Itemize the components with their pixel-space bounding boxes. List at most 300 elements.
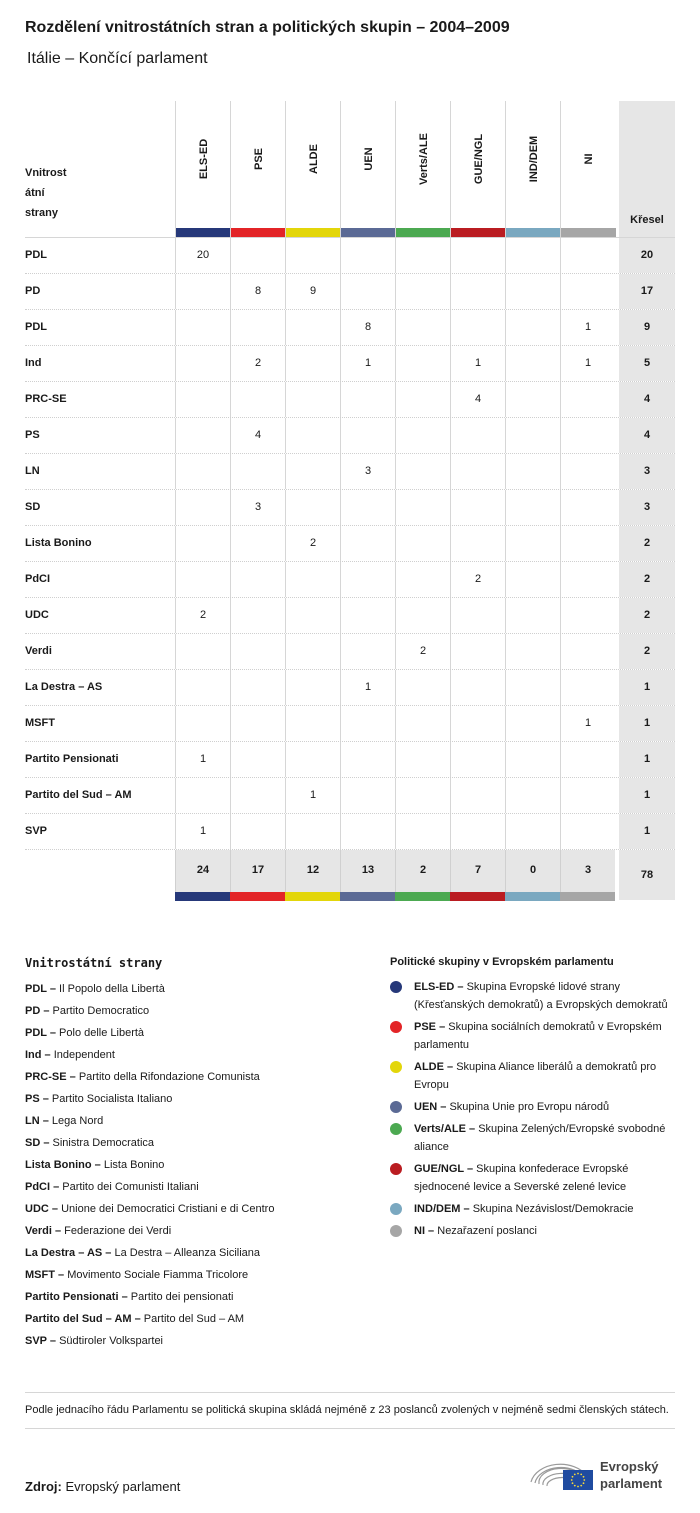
- party-abbreviation: Partito Pensionati –: [25, 1291, 128, 1303]
- seat-count-cell: 1: [175, 742, 230, 777]
- seat-count-cell: [395, 706, 450, 741]
- seat-count-cell: [230, 454, 285, 489]
- seat-count-cell: [230, 382, 285, 417]
- row-total-cell: 1: [619, 742, 675, 777]
- seat-count-cell: [560, 562, 615, 597]
- seat-count-cell: [285, 418, 340, 453]
- column-total-cell: 17: [230, 850, 285, 892]
- seat-count-cell: [505, 346, 560, 381]
- party-full-name: Partito dei Comunisti Italiani: [62, 1181, 199, 1193]
- seat-count-cell: [230, 814, 285, 849]
- party-full-name: Partito dei pensionati: [130, 1291, 234, 1303]
- column-total-cell: 12: [285, 850, 340, 892]
- legend-title: Politické skupiny v Evropském parlamentu: [390, 956, 614, 968]
- footnote: Podle jednacího řádu Parlamentu se politická skupina skládá nejméně z 23 poslanců zvolených v nejméně sedmi členských státech.: [25, 1392, 675, 1429]
- seat-count-cell: 20: [175, 238, 230, 273]
- row-total-cell: 1: [619, 814, 675, 849]
- party-name: Verdi: [25, 645, 52, 657]
- group-header-label: PSE: [252, 147, 265, 171]
- party-abbreviation: SVP –: [25, 1335, 56, 1347]
- party-abbreviation: La Destra – AS –: [25, 1247, 112, 1259]
- party-full-name: Südtiroler Volkspartei: [59, 1335, 164, 1347]
- source-value: Evropský parlament: [65, 1479, 181, 1494]
- seat-count-cell: [505, 670, 560, 705]
- party-abbreviation: PDL –: [25, 983, 56, 995]
- group-color-bar: [175, 892, 230, 901]
- seat-count-cell: [560, 742, 615, 777]
- party-legend-item: [25, 1044, 365, 1066]
- seat-count-cell: 1: [175, 814, 230, 849]
- seat-count-cell: [395, 238, 450, 273]
- party-name: PD: [25, 285, 41, 297]
- group-color-dot-icon: [390, 1163, 402, 1175]
- party-legend-item: [25, 1088, 365, 1110]
- row-total-cell: 2: [619, 526, 675, 561]
- row-total-cell: 5: [619, 346, 675, 381]
- group-header-label: ALDE: [307, 144, 320, 174]
- group-abbreviation: ELS-ED –: [414, 981, 464, 993]
- seat-count-cell: [340, 490, 395, 525]
- seat-count-cell: [505, 742, 560, 777]
- table-header: [25, 101, 675, 238]
- party-name: MSFT: [25, 717, 55, 729]
- seat-count-cell: [395, 418, 450, 453]
- group-color-bar: [340, 892, 395, 901]
- group-column-header: [285, 101, 341, 237]
- row-total-cell: 2: [619, 562, 675, 597]
- row-total-cell: 1: [619, 706, 675, 741]
- party-header-line: strany: [25, 207, 59, 219]
- party-abbreviation: UDC –: [25, 1203, 59, 1215]
- group-color-bar: [231, 228, 286, 237]
- seat-count-cell: [450, 490, 505, 525]
- column-total-cell: 13: [340, 850, 395, 892]
- seat-count-cell: [395, 598, 450, 633]
- seat-count-cell: 1: [285, 778, 340, 813]
- party-abbreviation: PDL –: [25, 1027, 56, 1039]
- table-body: [25, 238, 675, 850]
- party-full-name: Lista Bonino: [103, 1159, 165, 1171]
- seat-count-cell: [560, 238, 615, 273]
- group-color-dot-icon: [390, 1101, 402, 1113]
- seat-count-cell: [285, 490, 340, 525]
- seat-count-cell: 1: [560, 346, 615, 381]
- seat-count-cell: 2: [285, 526, 340, 561]
- seat-count-cell: [175, 454, 230, 489]
- party-legend-item: [25, 1330, 365, 1352]
- group-color-dot-icon: [390, 981, 402, 993]
- seat-count-cell: [230, 670, 285, 705]
- party-abbreviation: Lista Bonino –: [25, 1159, 101, 1171]
- party-legend-item: [25, 1286, 365, 1308]
- party-full-name: Movimento Sociale Fiamma Tricolore: [67, 1269, 249, 1281]
- seat-count-cell: [505, 526, 560, 561]
- group-color-bar: [396, 228, 451, 237]
- party-legend-item: [25, 1176, 365, 1198]
- seat-count-cell: [560, 382, 615, 417]
- group-full-name: Skupina konfederace Evropské sjednocené levice a Severské zelené levice: [414, 1163, 629, 1193]
- seat-count-cell: [175, 778, 230, 813]
- seat-count-cell: [175, 562, 230, 597]
- party-full-name: Federazione dei Verdi: [64, 1225, 172, 1237]
- seat-count-cell: [285, 382, 340, 417]
- seat-count-cell: [230, 310, 285, 345]
- seat-count-cell: [285, 310, 340, 345]
- group-column-header: [450, 101, 506, 237]
- seat-count-cell: [505, 310, 560, 345]
- seat-count-cell: [395, 346, 450, 381]
- party-full-name: Lega Nord: [51, 1115, 104, 1127]
- seat-count-cell: [505, 238, 560, 273]
- seat-count-cell: [450, 634, 505, 669]
- seat-count-cell: 1: [340, 346, 395, 381]
- party-name: PdCI: [25, 573, 51, 585]
- party-abbreviation: PRC-SE –: [25, 1071, 76, 1083]
- group-full-name: Skupina Unie pro Evropu národů: [449, 1101, 610, 1113]
- table-row: [25, 634, 675, 670]
- party-legend-item: [25, 1220, 365, 1242]
- group-abbreviation: PSE –: [414, 1021, 446, 1033]
- group-abbreviation: GUE/NGL –: [414, 1163, 474, 1175]
- seat-count-cell: [230, 706, 285, 741]
- seat-count-cell: [395, 562, 450, 597]
- seat-count-cell: [505, 706, 560, 741]
- seat-count-cell: 1: [340, 670, 395, 705]
- seat-count-cell: [340, 634, 395, 669]
- seat-count-cell: [505, 274, 560, 309]
- table-row: [25, 238, 675, 274]
- table-row: [25, 310, 675, 346]
- group-legend-item: [390, 1098, 675, 1116]
- seat-count-cell: [285, 562, 340, 597]
- seat-count-cell: [505, 814, 560, 849]
- grand-total-cell: 78: [619, 850, 675, 900]
- group-header-label: GUE/NGL: [472, 133, 485, 185]
- seat-count-cell: [560, 778, 615, 813]
- party-full-name: Independent: [53, 1049, 115, 1061]
- party-abbreviation: Ind –: [25, 1049, 51, 1061]
- seat-count-cell: [450, 274, 505, 309]
- seat-count-cell: [285, 742, 340, 777]
- seat-count-cell: [175, 526, 230, 561]
- seat-count-cell: [560, 526, 615, 561]
- party-name: PDL: [25, 249, 47, 261]
- seat-count-cell: [285, 814, 340, 849]
- seat-count-cell: [230, 742, 285, 777]
- seat-count-cell: [175, 382, 230, 417]
- seat-count-cell: [340, 706, 395, 741]
- party-name: PS: [25, 429, 40, 441]
- party-legend-item: [25, 1000, 365, 1022]
- group-color-bar: [561, 228, 616, 237]
- seat-count-cell: [395, 526, 450, 561]
- seat-count-cell: [395, 454, 450, 489]
- seat-count-cell: [175, 634, 230, 669]
- seat-count-cell: [450, 778, 505, 813]
- group-color-dot-icon: [390, 1021, 402, 1033]
- party-name: Partito Pensionati: [25, 753, 119, 765]
- group-color-bar: [395, 892, 450, 901]
- party-abbreviation: Verdi –: [25, 1225, 62, 1237]
- party-abbreviation: PD –: [25, 1005, 50, 1017]
- group-full-name: Skupina Evropské lidové strany (Křesťanských demokratů) a Evropských demokratů: [414, 981, 668, 1011]
- group-abbreviation: Verts/ALE –: [414, 1123, 476, 1135]
- seat-count-cell: [175, 418, 230, 453]
- table-row: [25, 778, 675, 814]
- seats-column-header: [619, 101, 675, 237]
- group-legend-item: [390, 978, 675, 1014]
- seat-count-cell: [175, 310, 230, 345]
- group-abbreviation: NI –: [414, 1225, 435, 1237]
- party-legend-item: [25, 1308, 365, 1330]
- seat-count-cell: [340, 778, 395, 813]
- seat-count-cell: [340, 526, 395, 561]
- row-total-cell: 2: [619, 634, 675, 669]
- table-row: [25, 490, 675, 526]
- seat-count-cell: [505, 418, 560, 453]
- party-full-name: Unione dei Democratici Cristiani e di Centro: [61, 1203, 275, 1215]
- seat-count-cell: [505, 454, 560, 489]
- party-abbreviation: Partito del Sud – AM –: [25, 1313, 141, 1325]
- seat-count-cell: [560, 814, 615, 849]
- seat-count-cell: [505, 490, 560, 525]
- seat-count-cell: [340, 418, 395, 453]
- party-name: SD: [25, 501, 41, 513]
- group-color-bar: [286, 228, 341, 237]
- seat-count-cell: [450, 814, 505, 849]
- party-name: Lista Bonino: [25, 537, 92, 549]
- row-total-cell: 20: [619, 238, 675, 273]
- party-header-line: átní: [25, 187, 45, 199]
- seat-count-cell: 1: [560, 310, 615, 345]
- group-header-label: IND/DEM: [527, 135, 540, 183]
- column-total-cell: 3: [560, 850, 615, 892]
- table-row: [25, 814, 675, 850]
- group-color-dot-icon: [390, 1203, 402, 1215]
- national-parties-legend: [25, 956, 365, 1352]
- row-total-cell: 1: [619, 670, 675, 705]
- seat-count-cell: [340, 274, 395, 309]
- seat-count-cell: [395, 310, 450, 345]
- group-abbreviation: UEN –: [414, 1101, 447, 1113]
- group-legend-item: [390, 1200, 675, 1218]
- seat-count-cell: [395, 382, 450, 417]
- seat-count-cell: [505, 562, 560, 597]
- political-groups-legend: [390, 956, 675, 1244]
- group-column-header: [340, 101, 396, 237]
- party-legend-item: [25, 978, 365, 1000]
- group-header-label: NI: [582, 153, 595, 165]
- party-legend-item: [25, 1066, 365, 1088]
- seat-count-cell: [505, 382, 560, 417]
- seat-count-cell: 2: [450, 562, 505, 597]
- table-row: [25, 742, 675, 778]
- seat-count-cell: 4: [230, 418, 285, 453]
- seat-count-cell: 4: [450, 382, 505, 417]
- seat-count-cell: [175, 706, 230, 741]
- seat-count-cell: [175, 490, 230, 525]
- group-color-dot-icon: [390, 1123, 402, 1135]
- group-header-label: Verts/ALE: [417, 133, 430, 185]
- group-color-bar: [505, 892, 560, 901]
- party-full-name: Sinistra Democratica: [52, 1137, 155, 1149]
- group-color-bar: [450, 892, 505, 901]
- totals-row: [25, 850, 675, 892]
- seat-count-cell: [230, 634, 285, 669]
- table-row: [25, 418, 675, 454]
- party-abbreviation: LN –: [25, 1115, 49, 1127]
- seat-count-cell: [340, 562, 395, 597]
- party-name: Partito del Sud – AM: [25, 789, 132, 801]
- source-label: Zdroj:: [25, 1479, 62, 1494]
- seat-count-cell: [560, 598, 615, 633]
- row-total-cell: 4: [619, 382, 675, 417]
- seat-count-cell: [450, 310, 505, 345]
- seat-count-cell: [285, 634, 340, 669]
- table-row: [25, 346, 675, 382]
- legend-title: Vnitrostátní strany: [25, 956, 163, 970]
- column-total-cell: 2: [395, 850, 450, 892]
- seat-count-cell: [230, 238, 285, 273]
- seat-count-cell: [560, 454, 615, 489]
- column-total-cell: 7: [450, 850, 505, 892]
- seat-count-cell: [560, 274, 615, 309]
- seat-count-cell: 2: [395, 634, 450, 669]
- seat-count-cell: [230, 778, 285, 813]
- table-row: [25, 382, 675, 418]
- group-full-name: Skupina sociálních demokratů v Evropském parlamentu: [414, 1021, 662, 1051]
- row-total-cell: 3: [619, 454, 675, 489]
- party-column-header: [25, 163, 85, 223]
- party-name: La Destra – AS: [25, 681, 103, 693]
- table-row: [25, 274, 675, 310]
- seat-count-cell: [340, 814, 395, 849]
- seat-count-cell: [175, 274, 230, 309]
- group-column-header: [395, 101, 451, 237]
- table-row: [25, 562, 675, 598]
- party-name: UDC: [25, 609, 49, 621]
- page-title: Rozdělení vnitrostátních stran a politických skupin – 2004–2009: [25, 19, 510, 36]
- group-color-bar: [341, 228, 396, 237]
- table-row: [25, 454, 675, 490]
- seat-count-cell: [285, 346, 340, 381]
- row-total-cell: 1: [619, 778, 675, 813]
- group-column-header: [560, 101, 616, 237]
- seat-count-cell: [505, 778, 560, 813]
- seat-count-cell: [340, 238, 395, 273]
- seat-count-cell: [285, 670, 340, 705]
- seat-count-cell: [560, 490, 615, 525]
- seat-count-cell: [395, 670, 450, 705]
- european-parliament-logo: [529, 1456, 679, 1496]
- seat-count-cell: [450, 418, 505, 453]
- group-header-label: UEN: [362, 147, 375, 171]
- seat-count-cell: 3: [230, 490, 285, 525]
- party-name: PRC-SE: [25, 393, 67, 405]
- group-color-bar: [560, 892, 615, 901]
- logo-text-line-2: parlament: [600, 1476, 663, 1491]
- group-full-name: Nezařazení poslanci: [437, 1225, 537, 1237]
- party-legend-item: [25, 1154, 365, 1176]
- seat-count-cell: [230, 562, 285, 597]
- seat-count-cell: 9: [285, 274, 340, 309]
- party-abbreviation: SD –: [25, 1137, 50, 1149]
- group-full-name: Skupina Aliance liberálů a demokratů pro Evropu: [414, 1061, 657, 1091]
- party-full-name: Partito della Rifondazione Comunista: [78, 1071, 260, 1083]
- party-full-name: Il Popolo della Libertà: [59, 983, 165, 995]
- seat-count-cell: [340, 382, 395, 417]
- group-legend-item: [390, 1222, 675, 1240]
- seat-count-cell: [285, 598, 340, 633]
- table-row: [25, 670, 675, 706]
- table-row: [25, 706, 675, 742]
- group-color-bar: [176, 228, 231, 237]
- group-legend-item: [390, 1120, 675, 1156]
- seat-count-cell: [340, 598, 395, 633]
- group-column-header: [175, 101, 231, 237]
- seats-header-label: Křesel: [630, 214, 664, 226]
- logo-text-line-1: Evropský: [600, 1459, 659, 1474]
- seat-count-cell: [230, 526, 285, 561]
- row-total-cell: 17: [619, 274, 675, 309]
- seat-distribution-table: [25, 101, 675, 901]
- party-legend-item: [25, 1022, 365, 1044]
- party-name: LN: [25, 465, 40, 477]
- party-full-name: Partito del Sud – AM: [143, 1313, 245, 1325]
- table-row: [25, 598, 675, 634]
- seat-count-cell: [450, 742, 505, 777]
- party-name: Ind: [25, 357, 42, 369]
- parliament-emblem-icon: [529, 1456, 595, 1496]
- group-color-bars: [25, 892, 675, 901]
- group-column-header: [505, 101, 561, 237]
- seat-count-cell: 1: [560, 706, 615, 741]
- seat-count-cell: 8: [340, 310, 395, 345]
- seat-count-cell: [505, 598, 560, 633]
- group-abbreviation: IND/DEM –: [414, 1203, 470, 1215]
- row-total-cell: 4: [619, 418, 675, 453]
- seat-count-cell: [560, 670, 615, 705]
- seat-count-cell: [395, 490, 450, 525]
- seat-count-cell: [175, 670, 230, 705]
- party-legend-item: [25, 1132, 365, 1154]
- group-header-label: ELS-ED: [197, 138, 210, 180]
- party-abbreviation: PS –: [25, 1093, 49, 1105]
- column-total-cell: 24: [175, 850, 230, 892]
- group-abbreviation: ALDE –: [414, 1061, 454, 1073]
- group-full-name: Skupina Zelených/Evropské svobodné aliance: [414, 1123, 666, 1153]
- seat-count-cell: 3: [340, 454, 395, 489]
- group-legend-item: [390, 1018, 675, 1054]
- seat-count-cell: [505, 634, 560, 669]
- party-legend-item: [25, 1264, 365, 1286]
- group-color-bar: [506, 228, 561, 237]
- seat-count-cell: [450, 526, 505, 561]
- party-header-line: Vnitrost: [25, 167, 67, 179]
- group-color-bar: [230, 892, 285, 901]
- seat-count-cell: [450, 238, 505, 273]
- seat-count-cell: [450, 706, 505, 741]
- party-name: SVP: [25, 825, 48, 837]
- row-total-cell: 2: [619, 598, 675, 633]
- group-column-header: [230, 101, 286, 237]
- party-legend-item: [25, 1110, 365, 1132]
- seat-count-cell: [230, 598, 285, 633]
- seat-count-cell: [560, 634, 615, 669]
- seat-count-cell: [395, 814, 450, 849]
- group-color-bar: [285, 892, 340, 901]
- party-abbreviation: PdCI –: [25, 1181, 60, 1193]
